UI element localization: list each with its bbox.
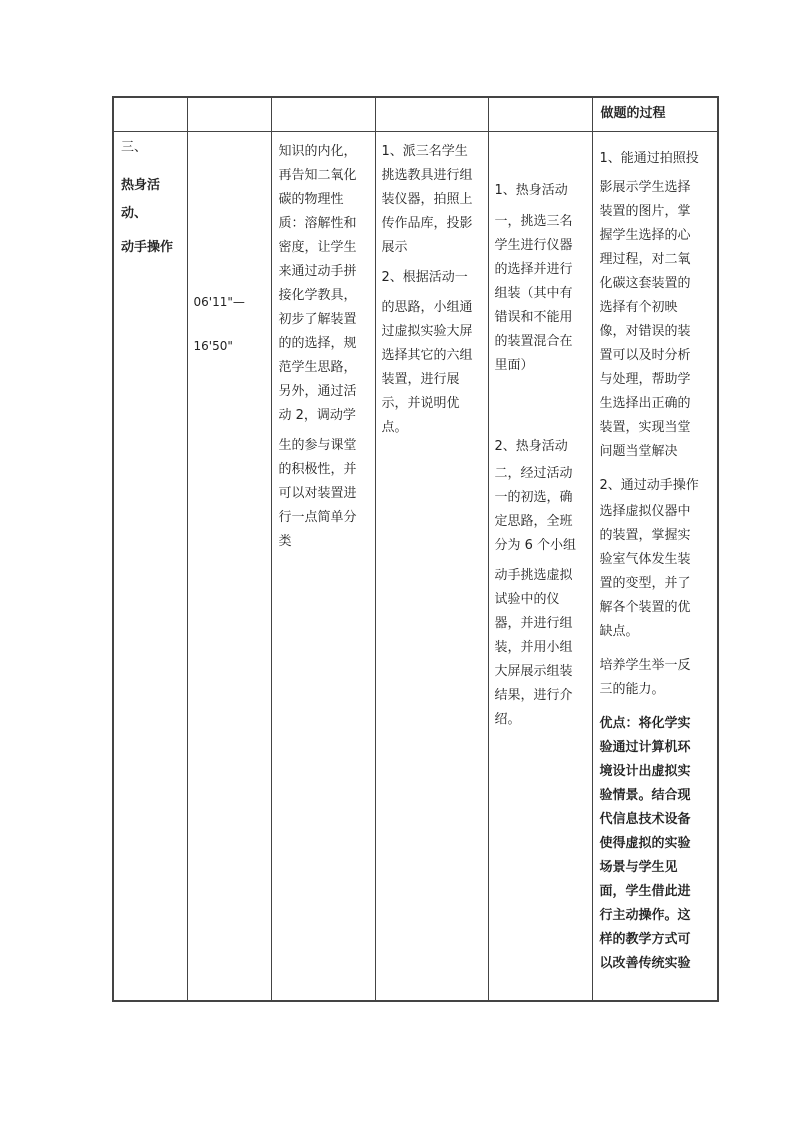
teacher-line: 1、派三名学生 — [381, 143, 468, 159]
header-cell-5 — [488, 97, 592, 131]
intent-line: 来通过动手拼 — [278, 263, 357, 279]
student-line: 一的初选，确 — [494, 489, 573, 505]
design-line: 化碳这套装置的 — [599, 275, 691, 291]
student-line: 的选择并进行 — [494, 261, 573, 277]
stage-line: 三、 — [121, 139, 148, 155]
design-advantage-line: 代信息技术设备 — [599, 811, 691, 827]
student-line: 错误和不能用 — [494, 309, 573, 325]
design-line: 影展示学生选择 — [599, 179, 691, 195]
table — [112, 96, 719, 1002]
teacher-line: 装置，进行展 — [381, 371, 460, 387]
intent-line: 生的参与课堂 — [278, 437, 357, 453]
student-line: 二，经过活动 — [494, 465, 573, 481]
intent-line: 的积极性，并 — [278, 461, 357, 477]
teacher-line: 装仪器，拍照上 — [381, 191, 473, 207]
design-line: 像，对错误的装 — [599, 323, 691, 339]
design-line: 装置，实现当堂 — [599, 419, 691, 435]
time-start: 06'11"— — [193, 294, 245, 309]
student-line: 器，并进行组 — [494, 615, 573, 631]
student-line: 绍。 — [494, 711, 521, 727]
design-line: 握学生选择的心 — [599, 227, 691, 243]
intent-cell — [271, 131, 375, 1001]
intent-line: 再告知二氧化 — [278, 167, 357, 183]
student-line: 组装（其中有 — [494, 285, 573, 301]
design-line: 装置的图片，掌 — [599, 203, 691, 219]
stage-line: 动、 — [121, 205, 148, 221]
header-row — [113, 97, 718, 131]
design-advantage-line: 验通过计算机环 — [599, 739, 691, 755]
intent-line: 初步了解装置 — [278, 311, 357, 327]
intent-line: 接化学教具， — [278, 287, 357, 303]
teacher-line: 选择其它的六组 — [381, 347, 473, 363]
content-row — [113, 131, 718, 1001]
student-line: 一，挑选三名 — [494, 213, 573, 229]
design-advantage-line: 场景与学生见 — [599, 859, 678, 875]
design-line: 与处理，帮助学 — [599, 371, 691, 387]
teacher-line: 2、根据活动一 — [381, 269, 468, 285]
design-advantage-line: 面，学生借此进 — [599, 883, 691, 899]
intent-line: 碳的物理性 — [278, 191, 344, 207]
header-cell-2 — [187, 97, 271, 131]
design-line: 2、通过动手操作 — [599, 477, 699, 493]
teacher-line: 示，并说明优 — [381, 395, 460, 411]
student-line: 动手挑选虚拟 — [494, 567, 573, 583]
stage-line: 热身活 — [121, 177, 161, 193]
student-line: 分为 6 个小组 — [494, 537, 577, 553]
design-line: 置可以及时分析 — [599, 347, 691, 363]
student-line: 结果，进行介 — [494, 687, 573, 703]
student-line: 定思路，全班 — [494, 513, 573, 529]
design-line: 解各个装置的优 — [599, 599, 691, 615]
design-advantage-line: 样的教学方式可 — [599, 931, 691, 947]
teacher-line: 点。 — [381, 419, 408, 435]
teacher-line: 传作品库，投影 — [381, 215, 473, 231]
design-advantage-line: 使得虚拟的实验 — [599, 835, 691, 851]
design-advantage-line: 境设计出虚拟实 — [599, 763, 691, 779]
teacher-line: 挑选教具进行组 — [381, 167, 473, 183]
design-advantage-line: 以改善传统实验 — [599, 955, 691, 971]
design-advantage-line: 验情景。结合现 — [599, 787, 691, 803]
intent-line: 可以对装置进 — [278, 485, 357, 501]
design-line: 理过程，对二氧 — [599, 251, 691, 267]
design-line: 置的变型，并了 — [599, 575, 691, 591]
teacher-line: 展示 — [381, 239, 408, 255]
intent-line: 范学生思路， — [278, 359, 357, 375]
teacher-line: 过虚拟实验大屏 — [381, 323, 473, 339]
student-line: 学生进行仪器 — [494, 237, 573, 253]
student-line: 2、热身活动 — [494, 438, 568, 454]
teacher-activity-cell — [375, 131, 488, 1001]
student-line: 的装置混合在 — [494, 333, 573, 349]
student-line: 1、热身活动 — [494, 182, 568, 198]
student-line: 装，并用小组 — [494, 639, 573, 655]
lesson-plan-table — [112, 96, 717, 1002]
stage-cell — [113, 131, 187, 1001]
design-line: 三的能力。 — [599, 681, 665, 697]
header-cell-4 — [375, 97, 488, 131]
header-cell-3 — [271, 97, 375, 131]
header-cell-6 — [592, 97, 718, 131]
time-end: 16'50" — [193, 338, 233, 353]
intent-line: 另外，通过活 — [278, 383, 357, 399]
intent-line: 行一点简单分 — [278, 509, 357, 525]
student-line: 大屏展示组装 — [494, 663, 573, 679]
header-cell-1 — [113, 97, 187, 131]
intent-line: 质：溶解性和 — [278, 215, 357, 231]
intent-line: 的的选择，规 — [278, 335, 357, 351]
design-line: 的装置，掌握实 — [599, 527, 691, 543]
teacher-line: 的思路，小组通 — [381, 299, 473, 315]
design-line: 缺点。 — [599, 623, 639, 639]
design-line: 验室气体发生装 — [599, 551, 691, 567]
design-advantage-line: 行主动操作。这 — [599, 907, 691, 923]
time-cell — [187, 131, 271, 1001]
student-line: 里面） — [494, 357, 534, 373]
stage-line: 动手操作 — [121, 239, 174, 255]
intent-line: 类 — [278, 533, 292, 549]
design-line: 培养学生举一反 — [599, 657, 691, 673]
design-advantage-line: 优点：将化学实 — [599, 715, 691, 731]
student-activity-cell — [488, 131, 592, 1001]
design-line: 选择有个初映 — [599, 299, 678, 315]
design-line: 选择虚拟仪器中 — [599, 503, 691, 519]
design-line: 1、能通过拍照投 — [599, 150, 699, 166]
intent-line: 密度，让学生 — [278, 239, 357, 255]
design-intent-cell — [592, 131, 718, 1001]
design-line: 生选择出正确的 — [599, 395, 691, 411]
intent-line: 动 2，调动学 — [278, 407, 356, 423]
design-line: 问题当堂解决 — [599, 443, 678, 459]
student-line: 试验中的仪 — [494, 591, 560, 607]
intent-line: 知识的内化， — [278, 143, 357, 159]
header-text: 做题的过程 — [600, 106, 666, 121]
